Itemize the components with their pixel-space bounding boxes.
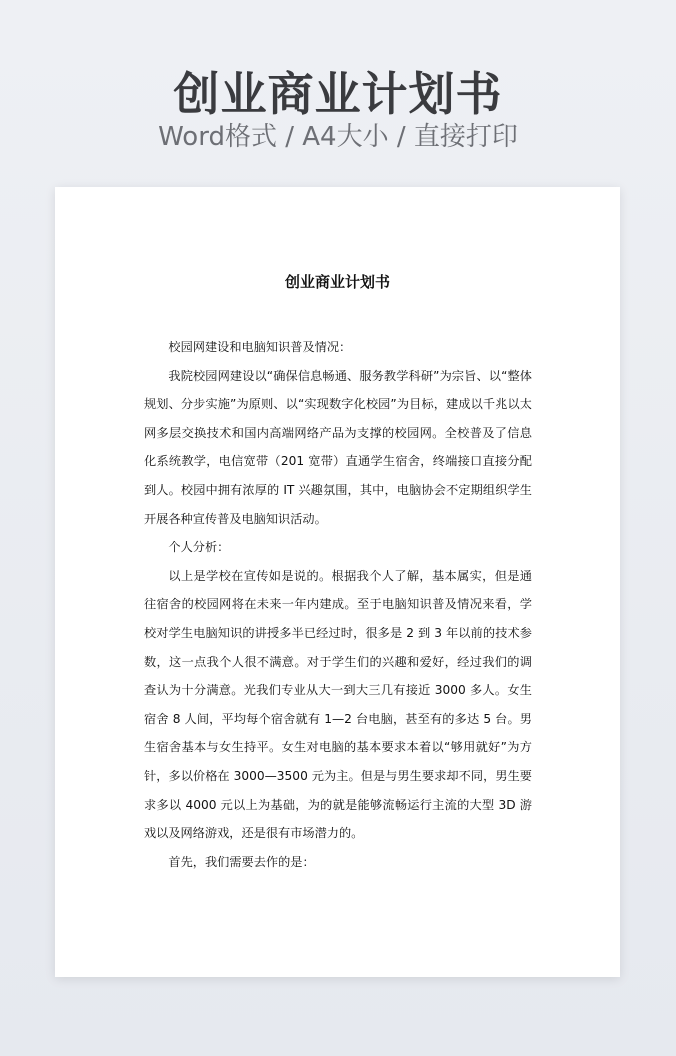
document-title: 创业商业计划书 (284, 273, 390, 291)
paragraph: 校园网建设和电脑知识普及情况： (168, 340, 352, 354)
header-banner (0, 0, 676, 186)
document-body (144, 333, 532, 876)
document-page (55, 187, 620, 977)
paragraph: 个人分析： (168, 540, 230, 555)
paragraph: 以上是学校在宣传如是说的。根据我个人了解，基本属实，但是通往宿舍的校园网将在未来一年内建成。至于电脑知识普及情况来看，学校对学生电脑知识的讲授多半已经过时，很多是 2 到 3 年以前的技术参数，这一点我个人很不满意。对于学生们的兴趣和爱好，经过我们的调查认为十分满意。光我们专业从大一到大三几有接近 3000 多人。女生宿舍 8 人间，平均每个宿舍就有 1—2 台电脑，甚至有的多达 5 台。男生宿舍基本与女生持平。女生对电脑的基本要求本着以“够用就好”为方针，多以价格在 3000—3500 元为主。但是与男生要求却不同，男生要求多以 4000 元以上为基础，为的就是能够流畅运行主流的大型 3D 游戏以及网络游戏，还是很有市场潜力的。 (144, 568, 532, 841)
banner-title: 创业商业计划书 (173, 67, 503, 121)
paragraph: 首先，我们需要去作的是： (168, 854, 315, 869)
paragraph: 我院校园网建设以“确保信息畅通、服务教学科研”为宗旨、以“整体规划、分步实施”为原则、以“实现数字化校园”为目标，建成以千兆以太网多层交换技术和国内高端网络产品为支撑的校园网。全校普及了信息化系统教学，电信宽带（201 宽带）直通学生宿舍，终端接口直接分配到人。校园中拥有浓厚的 IT 兴趣氛围，其中，电脑协会不定期组织学生开展各种宣传普及电脑知识活动。 (144, 368, 532, 526)
banner-subtitle: Word格式 / A4大小 / 直接打印 (158, 122, 518, 152)
